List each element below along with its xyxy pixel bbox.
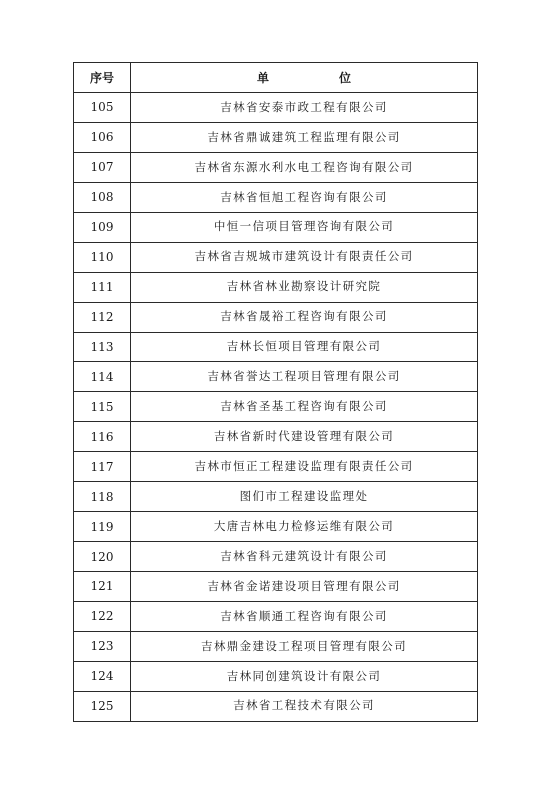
row-number: 112 <box>74 302 131 332</box>
table-row <box>74 392 478 422</box>
table-row <box>74 272 478 302</box>
row-number: 114 <box>74 362 131 392</box>
row-number: 118 <box>74 482 131 512</box>
row-unit: 吉林省鼎诚建筑工程监理有限公司 <box>131 122 478 152</box>
row-unit: 吉林省顺通工程咨询有限公司 <box>131 601 478 631</box>
row-unit: 吉林长恒项目管理有限公司 <box>131 332 478 362</box>
row-number: 109 <box>74 212 131 242</box>
table-row <box>74 422 478 452</box>
table-row <box>74 542 478 572</box>
unit-roster-table <box>73 62 478 722</box>
row-number: 106 <box>74 122 131 152</box>
row-number: 125 <box>74 691 131 721</box>
table-row <box>74 452 478 482</box>
table-row <box>74 362 478 392</box>
table-header-row <box>74 63 478 93</box>
row-unit: 吉林省金诺建设项目管理有限公司 <box>131 572 478 602</box>
table-row <box>74 572 478 602</box>
row-number: 120 <box>74 542 131 572</box>
row-unit: 吉林省晟裕工程咨询有限公司 <box>131 302 478 332</box>
row-unit: 吉林省圣基工程咨询有限公司 <box>131 392 478 422</box>
table-row <box>74 242 478 272</box>
row-unit: 吉林同创建筑设计有限公司 <box>131 661 478 691</box>
table-row <box>74 512 478 542</box>
row-unit: 吉林鼎金建设工程项目管理有限公司 <box>131 631 478 661</box>
row-number: 124 <box>74 661 131 691</box>
row-unit: 吉林省东源水利水电工程咨询有限公司 <box>131 152 478 182</box>
header-unit-char-1: 单 <box>256 70 269 85</box>
row-number: 117 <box>74 452 131 482</box>
table-row <box>74 482 478 512</box>
row-unit: 吉林省科元建筑设计有限公司 <box>131 542 478 572</box>
table-row <box>74 182 478 212</box>
row-unit: 吉林省誉达工程项目管理有限公司 <box>131 362 478 392</box>
header-unit <box>131 63 478 93</box>
row-unit: 吉林省工程技术有限公司 <box>131 691 478 721</box>
row-unit: 吉林市恒正工程建设监理有限责任公司 <box>131 452 478 482</box>
row-number: 122 <box>74 601 131 631</box>
row-number: 116 <box>74 422 131 452</box>
table-row <box>74 302 478 332</box>
row-number: 110 <box>74 242 131 272</box>
row-number: 105 <box>74 93 131 123</box>
table-row <box>74 152 478 182</box>
row-unit: 吉林省恒旭工程咨询有限公司 <box>131 182 478 212</box>
row-unit: 大唐吉林电力检修运维有限公司 <box>131 512 478 542</box>
row-number: 113 <box>74 332 131 362</box>
header-unit-char-2: 位 <box>339 70 352 85</box>
table-row <box>74 212 478 242</box>
row-number: 107 <box>74 152 131 182</box>
row-number: 119 <box>74 512 131 542</box>
table-row <box>74 661 478 691</box>
row-unit: 吉林省新时代建设管理有限公司 <box>131 422 478 452</box>
table-row <box>74 631 478 661</box>
table-row <box>74 691 478 721</box>
row-number: 111 <box>74 272 131 302</box>
row-unit: 吉林省吉规城市建筑设计有限责任公司 <box>131 242 478 272</box>
row-unit: 吉林省林业勘察设计研究院 <box>131 272 478 302</box>
row-number: 115 <box>74 392 131 422</box>
table-row <box>74 332 478 362</box>
row-number: 108 <box>74 182 131 212</box>
row-number: 123 <box>74 631 131 661</box>
table-row <box>74 601 478 631</box>
header-number: 序号 <box>74 63 131 93</box>
row-unit: 吉林省安泰市政工程有限公司 <box>131 93 478 123</box>
row-unit: 图们市工程建设监理处 <box>131 482 478 512</box>
table-row <box>74 122 478 152</box>
table-row <box>74 93 478 123</box>
row-unit: 中恒一信项目管理咨询有限公司 <box>131 212 478 242</box>
row-number: 121 <box>74 572 131 602</box>
